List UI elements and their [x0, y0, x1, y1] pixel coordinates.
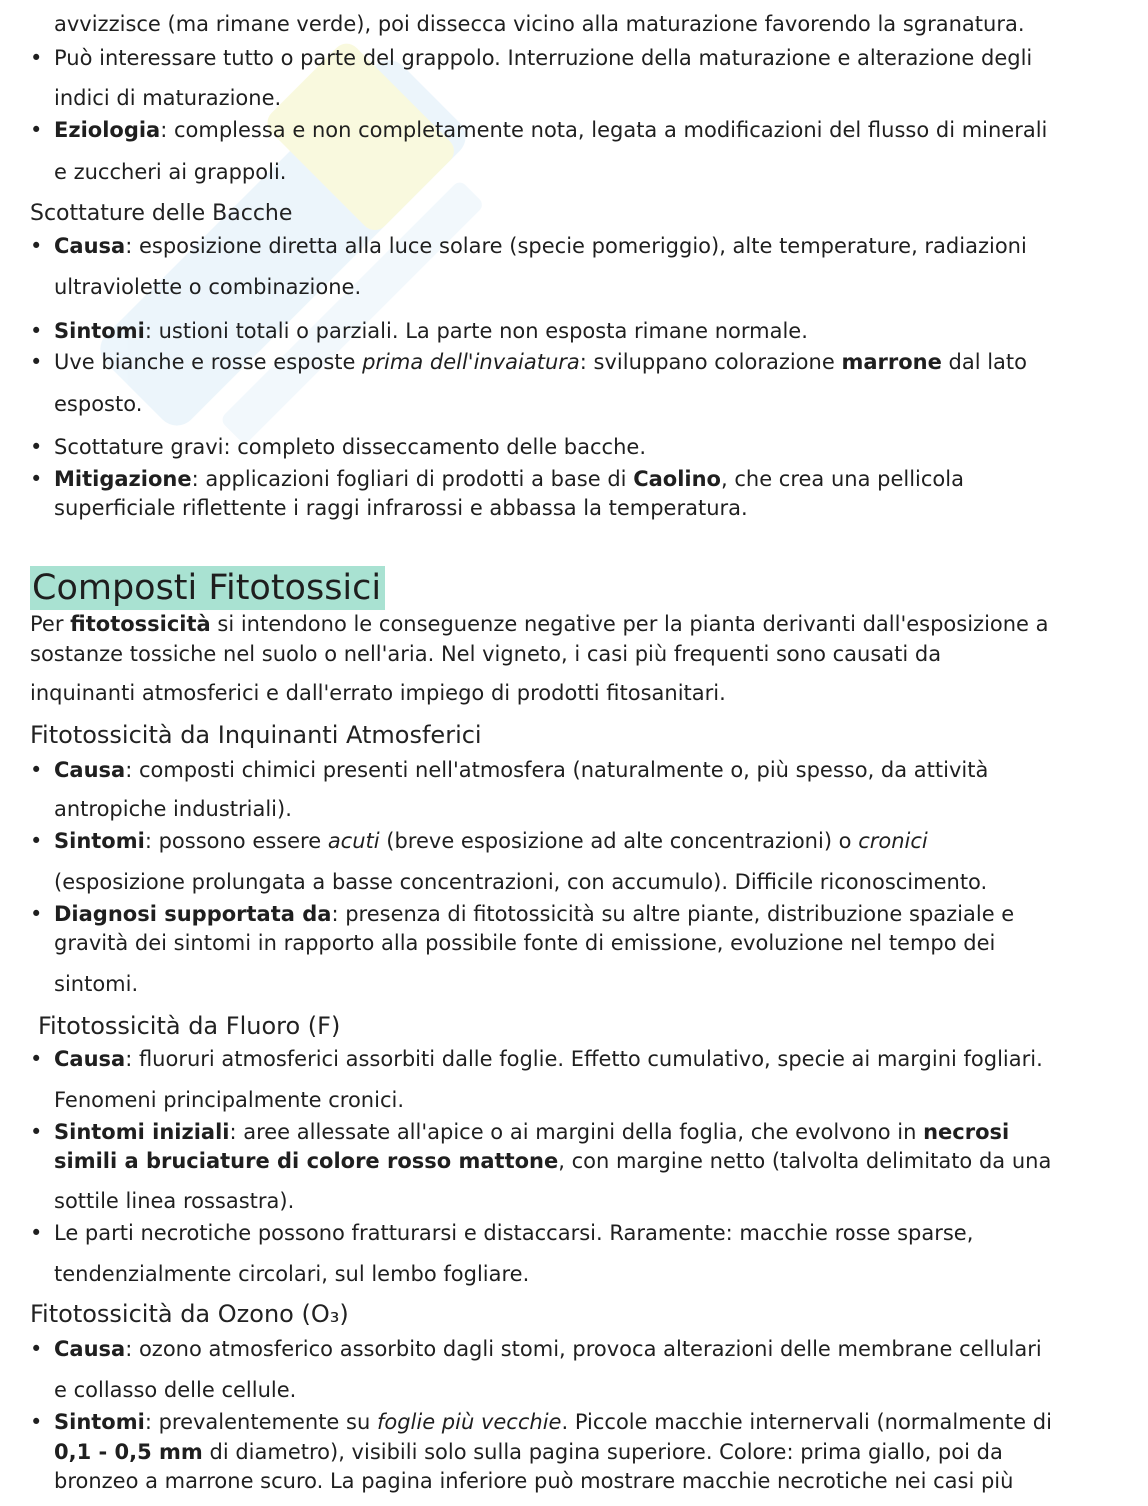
bullet-dot: • [30, 1120, 43, 1144]
list-item-cont: sottile linea rossastra). [54, 1189, 295, 1213]
list-item-cont: Fenomeni principalmente cronici. [54, 1088, 405, 1112]
list-item-cont: (esposizione prolungata a basse concentrazioni, con accumulo). Difficile riconoscimento. [54, 870, 988, 894]
list-item-cont: simili a bruciature di colore rosso mattone, con margine netto (talvolta delimitato da una [54, 1149, 1052, 1173]
list-item: Sintomi: possono essere acuti (breve esposizione ad alte concentrazioni) o cronici [54, 829, 928, 853]
bullet-dot: • [30, 118, 43, 142]
paragraph-line: Per fitotossicità si intendono le conseguenze negative per la pianta derivanti dall'esposizione a [30, 612, 1049, 636]
list-item: Sintomi: prevalentemente su foglie più vecchie. Piccole macchie internervali (normalmente di [54, 1410, 1052, 1434]
subheading-ozono: Fitotossicità da Ozono (O₃) [30, 1300, 349, 1328]
list-item: Eziologia: complessa e non completamente nota, legata a modificazioni del flusso di minerali [54, 118, 1048, 142]
list-item-cont: tendenzialmente circolari, sul lembo fogliare. [54, 1262, 530, 1286]
bullet-dot: • [30, 758, 43, 782]
subheading-scottature: Scottature delle Bacche [30, 201, 293, 226]
list-item: Le parti necrotiche possono fratturarsi e distaccarsi. Raramente: macchie rosse sparse, [54, 1221, 974, 1245]
list-item: Causa: composti chimici presenti nell'atmosfera (naturalmente o, più spesso, da attività [54, 758, 989, 782]
list-item-cont: sintomi. [54, 972, 139, 996]
list-item-cont: e collasso delle cellule. [54, 1378, 297, 1402]
list-item: Causa: esposizione diretta alla luce solare (specie pomeriggio), alte temperature, radiazioni [54, 234, 1027, 258]
bullet-dot: • [30, 46, 43, 70]
list-item: Mitigazione: applicazioni fogliari di prodotti a base di Caolino, che crea una pellicola [54, 467, 964, 491]
list-item: Causa: fluoruri atmosferici assorbiti dalle foglie. Effetto cumulativo, specie ai margini fogliari. [54, 1047, 1043, 1071]
list-item-cont: gravità dei sintomi in rapporto alla possibile fonte di emissione, evoluzione nel tempo dei [54, 931, 996, 955]
subheading-inquinanti: Fitotossicità da Inquinanti Atmosferici [30, 721, 482, 749]
list-item: Scottature gravi: completo disseccamento delle bacche. [54, 435, 646, 459]
list-item-cont: superficiale riflettente i raggi infrarossi e abbassa la temperatura. [54, 496, 748, 520]
bullet-dot: • [30, 1410, 43, 1434]
text-line: avvizzisce (ma rimane verde), poi dissecca vicino alla maturazione favorendo la sgranatura. [54, 12, 1025, 36]
list-item-cont: ultraviolette o combinazione. [54, 275, 362, 299]
list-item: Sintomi: ustioni totali o parziali. La parte non esposta rimane normale. [54, 319, 808, 343]
bullet-dot: • [30, 319, 43, 343]
list-item-cont: 0,1 - 0,5 mm di diametro), visibili solo sulla pagina superiore. Colore: prima giallo, poi da [54, 1440, 1003, 1464]
bullet-dot: • [30, 1221, 43, 1245]
list-item-cont: bronzeo a marrone scuro. La pagina inferiore può mostrare macchie necrotiche nei casi più [54, 1469, 1014, 1493]
list-item: Uve bianche e rosse esposte prima dell'invaiatura: sviluppano colorazione marrone dal lato [54, 350, 1027, 374]
bullet-dot: • [30, 435, 43, 459]
list-item-cont: indici di maturazione. [54, 86, 282, 110]
bullet-dot: • [30, 1047, 43, 1071]
paragraph-line: sostanze tossiche nel suolo o nell'aria. Nel vigneto, i casi più frequenti sono causati da [30, 642, 942, 666]
bullet-dot: • [30, 902, 43, 926]
list-item: Causa: ozono atmosferico assorbito dagli stomi, provoca alterazioni delle membrane cellulari [54, 1337, 1042, 1361]
list-item-cont: esposto. [54, 392, 143, 416]
heading-composti-fitotossici: Composti Fitotossici [30, 566, 385, 610]
paragraph-line: inquinanti atmosferici e dall'errato impiego di prodotti fitosanitari. [30, 681, 726, 705]
subheading-fluoro: Fitotossicità da Fluoro (F) [38, 1012, 341, 1040]
list-item: Sintomi iniziali: aree allessate all'apice o ai margini della foglia, che evolvono in necrosi [54, 1120, 1010, 1144]
list-item-cont: antropiche industriali). [54, 797, 292, 821]
bullet-dot: • [30, 350, 43, 374]
bullet-dot: • [30, 467, 43, 491]
list-item: Diagnosi supportata da: presenza di fitotossicità su altre piante, distribuzione spaziale e [54, 902, 1015, 926]
list-item: Può interessare tutto o parte del grappolo. Interruzione della maturazione e alterazione degli [54, 46, 1033, 70]
bullet-dot: • [30, 1337, 43, 1361]
bullet-dot: • [30, 234, 43, 258]
list-item-cont: e zuccheri ai grappoli. [54, 160, 287, 184]
bullet-dot: • [30, 829, 43, 853]
